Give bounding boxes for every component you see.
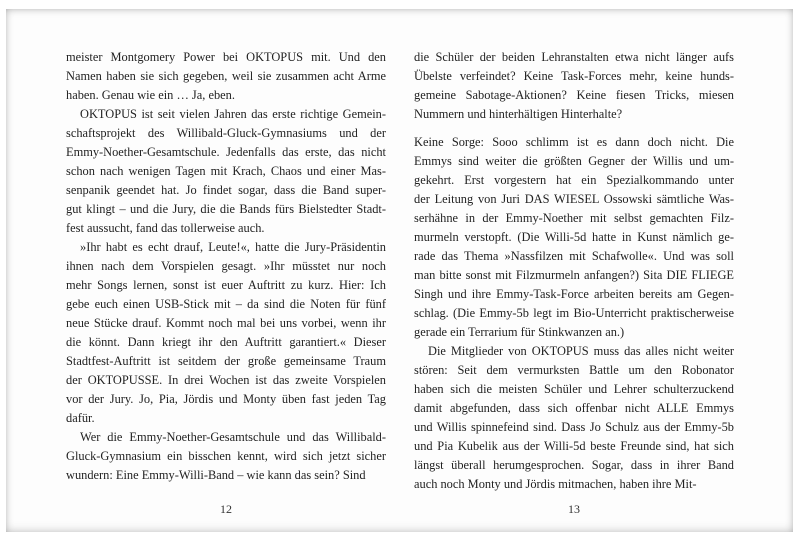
text-line: meister Montgomery Power bei OKTOPUS mit. Und den — [66, 50, 386, 64]
text-line: gut klingt – und die Jury, die die Bands fürs Bielstedter Stadt- — [66, 202, 386, 216]
text-line: senpanik geendet hat. Jo findet sogar, dass die Band super- — [66, 183, 386, 197]
text-line: neue Stücke drauf. Kommt noch mal bei uns vorbei, wenn ihr — [66, 316, 386, 330]
text-line: der Leitung von Juri DAS WIESEL Ossowski sämtliche Was- — [414, 192, 734, 206]
text-line: damit abgefunden, dass sich offenbar nicht ALLE Emmys — [414, 401, 734, 415]
text-line: mehr Songs lernen, sonst ist euer Auftritt zu kurz. Hier: Ich — [66, 278, 386, 292]
text-line: Wer die Emmy-Noether-Gesamtschule und das Willibald- — [80, 430, 386, 444]
text-line: Keine Sorge: Sooo schlimm ist es dann doch nicht. Die — [414, 135, 734, 149]
text-line: der OKTOPUSSE. In drei Wochen ist das zweite Vorspielen — [66, 373, 386, 387]
text-line: Namen haben sie sich gegeben, weil sie zusammen acht Arme — [66, 69, 386, 83]
text-line: Stadtfest-Auftritt ist seitdem der große gemeinsame Traum — [66, 354, 386, 368]
text-line: schaftsprojekt des Willibald-Gluck-Gymnasiums und der — [66, 126, 386, 140]
text-line: und Pia Kubelik aus der Willi-5d beste Freunde sind, hat sich — [414, 439, 734, 453]
text-line: dafür. — [66, 411, 95, 425]
left-page-number: 12 — [220, 502, 232, 516]
text-line: rade das Thema »Nassfilzen mit Schafwolle«. Und was soll — [414, 249, 734, 263]
text-line: gebe euch einen USB-Stick mit – da sind die Noten für fünf — [66, 297, 386, 311]
text-line: und Willis spinnefeind sind. Dass Jo Schulz aus der Emmy-5b — [414, 420, 734, 434]
text-line: stören: Seit dem vermurksten Battle um den Robonator — [414, 363, 734, 377]
text-line: schon nach wenigen Tagen mit Krach, Chaos und einer Mas- — [66, 164, 386, 178]
text-line: serhähne in der Emmy-Noether mit selbst gemachten Filz- — [414, 211, 734, 225]
text-line: Übelste verfeindet? Keine Task-Forces mehr, keine hunds- — [414, 69, 734, 83]
text-line: längst überall herumgesprochen. Sogar, dass in ihrer Band — [414, 458, 734, 472]
text-line: auch noch Monty und Jördis mitmachen, haben ihre Mit- — [414, 477, 697, 491]
text-line: gekehrt. Erst vorgestern hat ein Spezialkommando unter — [414, 173, 734, 187]
text-line: die Schüler der beiden Lehranstalten etwa nicht länger aufs — [414, 50, 734, 64]
right-page-number: 13 — [568, 502, 580, 516]
text-line: Emmys sind weiter die größten Gegner der Willis und um- — [414, 154, 734, 168]
text-line: die könnt. Dann kriegt ihr den Auftritt garantiert.« Dieser — [66, 335, 386, 349]
text-line: OKTOPUS ist seit vielen Jahren das erste richtige Gemein- — [80, 107, 386, 121]
left-page-text — [66, 48, 386, 485]
text-line: gerade ein Terrarium für Stinkwanzen an.) — [414, 325, 625, 339]
right-page-text — [414, 48, 734, 494]
text-line: man bitte sonst mit Filzmurmeln anfangen?) Sita DIE FLIEGE — [414, 268, 734, 282]
text-line: Emmy-Noether-Gesamtschule. Jedenfalls das erste, das nicht — [66, 145, 386, 159]
text-line: Die Mitglieder von OKTOPUS muss das alles nicht weiter — [428, 344, 734, 358]
text-line: haben. Genau wie ein … Ja, eben. — [66, 88, 235, 102]
text-line: Nummern und hinterhältigen Hinterhalte? — [414, 107, 623, 121]
text-line: ihnen nach dem Vorspielen gesagt. »Ihr müsstet nur noch — [66, 259, 386, 273]
text-line: »Ihr habt es echt drauf, Leute!«, hatte die Jury-Präsidentin — [80, 240, 386, 254]
right-page — [414, 48, 734, 520]
text-line: haben sich die meisten Schüler und Lehrer schulterzuckend — [414, 382, 734, 396]
text-line: wundern: Eine Emmy-Willi-Band – wie kann das sein? Sind — [66, 468, 366, 482]
left-page — [66, 48, 386, 520]
text-line: schlag. (Die Emmy-5b legt im Bio-Unterricht praktischerweise — [414, 306, 734, 320]
text-line: Gluck-Gymnasium ein bisschen kennt, wird sich jetzt sicher — [66, 449, 386, 463]
text-line: Singh und ihre Emmy-Task-Force arbeiten bereits am Gegen- — [414, 287, 734, 301]
text-line: murmeln verstopft. (Die Willi-5d hatte in Kunst nämlich ge- — [414, 230, 734, 244]
text-line: fest aussucht, fand das tollerweise auch. — [66, 221, 265, 235]
text-line: vor der Jury. Jo, Pia, Jördis und Monty üben fast jeden Tag — [66, 392, 386, 406]
text-line: gemeine Sabotage-Aktionen? Keine fiesen Tricks, miesen — [414, 88, 734, 102]
